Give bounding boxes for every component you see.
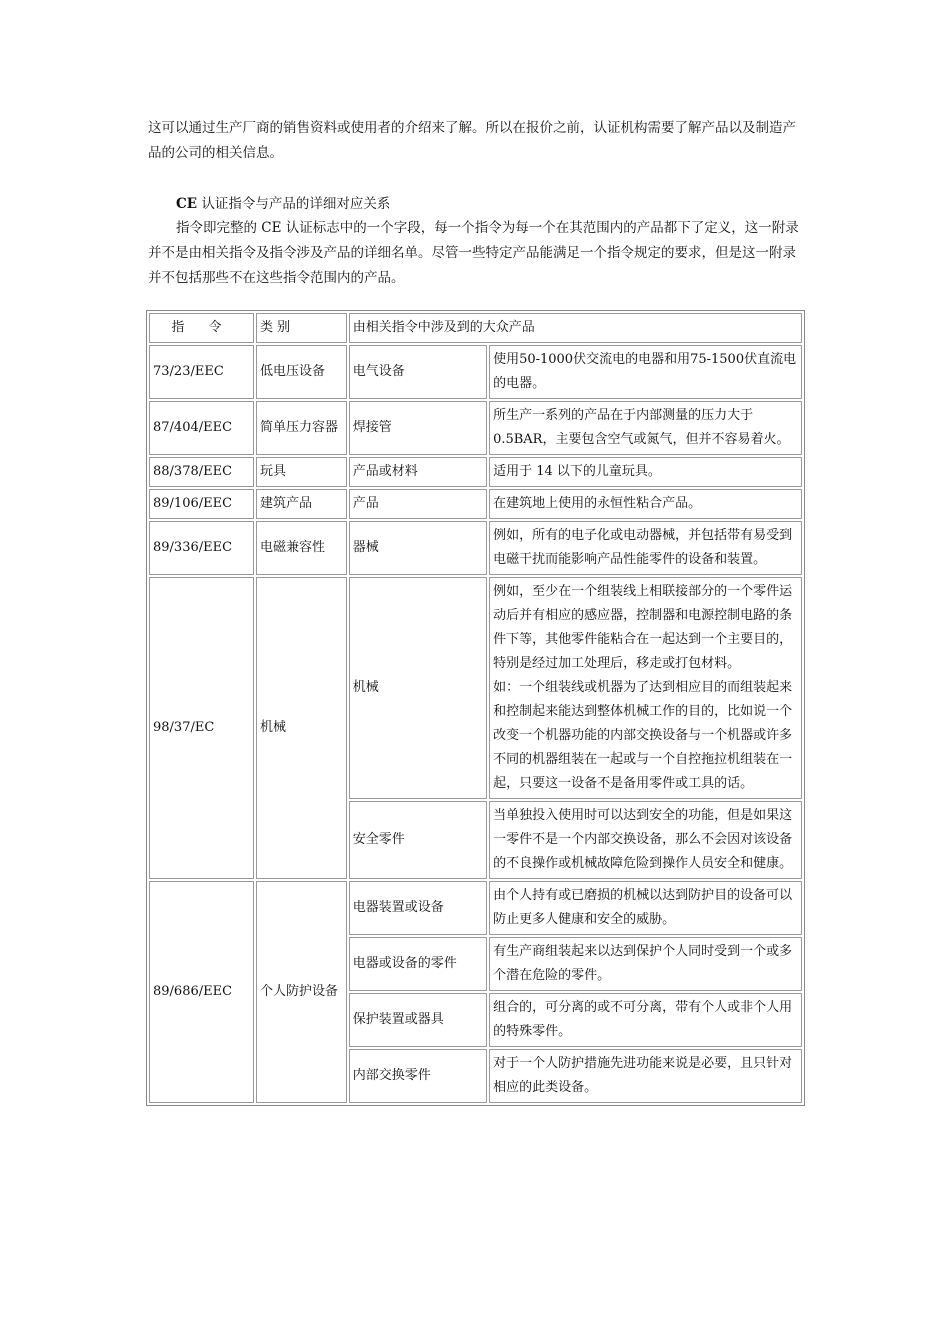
cell-category: 电磁兼容性 bbox=[256, 521, 347, 575]
cell-product: 内部交换零件 bbox=[349, 1049, 487, 1103]
directive-table bbox=[146, 310, 805, 1106]
cell-category: 低电压设备 bbox=[256, 345, 347, 399]
cell-directive: 89/106/EEC bbox=[149, 489, 254, 519]
cell-category: 建筑产品 bbox=[256, 489, 347, 519]
cell-description: 在建筑地上使用的永恒性粘合产品。 bbox=[489, 489, 802, 519]
cell-directive: 98/37/EC bbox=[149, 577, 254, 879]
description-paragraph: 例如，至少在一个组装线上相联接部分的一个零件运动后并有相应的感应器，控制器和电源控制电路的条件下等，其他零件能粘合在一起达到一个主要目的，特别是经过加工处理后，移走或打包材料。 bbox=[493, 584, 793, 671]
cell-description: 使用50-1000伏交流电的电器和用75-1500伏直流电的电器。 bbox=[489, 345, 802, 399]
table-header-row bbox=[149, 313, 802, 343]
cell-directive: 89/336/EEC bbox=[149, 521, 254, 575]
table-row bbox=[149, 401, 802, 455]
cell-directive: 89/686/EEC bbox=[149, 881, 254, 1103]
cell-description: 例如，所有的电子化或电动器械，并包括带有易受到电磁干扰而能影响产品性能零件的设备和装置。 bbox=[489, 521, 802, 575]
table-row bbox=[149, 457, 802, 487]
header-category: 类 别 bbox=[256, 313, 347, 343]
cell-category: 机械 bbox=[256, 577, 347, 879]
intro-paragraph: 这可以通过生产厂商的销售资料或使用者的介绍来了解。所以在报价之前，认证机构需要了解产品以及制造产品的公司的相关信息。 bbox=[148, 120, 796, 161]
cell-description: 适用于 14 以下的儿童玩具。 bbox=[489, 457, 802, 487]
cell-product: 机械 bbox=[349, 577, 487, 799]
heading-text: 认证指令与产品的详细对应关系 bbox=[197, 196, 391, 212]
cell-category: 简单压力容器 bbox=[256, 401, 347, 455]
cell-description: 对于一个人防护措施先进功能来说是必要，且只针对相应的此类设备。 bbox=[489, 1049, 802, 1103]
cell-product: 器械 bbox=[349, 521, 487, 575]
cell-description: 组合的，可分离的或不可分离，带有个人或非个人用的特殊零件。 bbox=[489, 993, 802, 1047]
table-row bbox=[149, 881, 802, 935]
section-paragraph: 指令即完整的 CE 认证标志中的一个字段，每一个指令为每一个在其范围内的产品都下了定义，这一附录并不是由相关指令及指令涉及产品的详细名单。尽管一些特定产品能满足一个指令规定的要求，但是这一附录并不包括那些不在这些指令范围内的产品。 bbox=[148, 220, 799, 286]
cell-description: 所生产一系列的产品在于内部测量的压力大于0.5BAR，主要包含空气或氮气，但并不容易着火。 bbox=[489, 401, 802, 455]
cell-product: 电气设备 bbox=[349, 345, 487, 399]
cell-directive: 73/23/EEC bbox=[149, 345, 254, 399]
cell-product: 电器装置或设备 bbox=[349, 881, 487, 935]
cell-description: 由个人持有或已磨损的机械以达到防护目的设备可以防止更多人健康和安全的威胁。 bbox=[489, 881, 802, 935]
cell-product: 安全零件 bbox=[349, 801, 487, 879]
cell-category: 个人防护设备 bbox=[256, 881, 347, 1103]
cell-category: 玩具 bbox=[256, 457, 347, 487]
cell-product: 产品或材料 bbox=[349, 457, 487, 487]
section-heading bbox=[148, 192, 804, 217]
cell-description: 当单独投入使用时可以达到安全的功能，但是如果这一零件不是一个内部交换设备，那么不会因对该设备的不良操作或机械故障危险到操作人员安全和健康。 bbox=[489, 801, 802, 879]
cell-product: 焊接管 bbox=[349, 401, 487, 455]
table-row bbox=[149, 489, 802, 519]
table-row bbox=[149, 345, 802, 399]
cell-directive: 88/378/EEC bbox=[149, 457, 254, 487]
cell-description bbox=[489, 577, 802, 799]
header-directive: 指 令 bbox=[149, 313, 254, 343]
description-example: 如：一个组装线或机器为了达到相应目的而组装起来和控制起来能达到整体机械工作的目的，比如说一个改变一个机器功能的内部交换设备与一个机器或许多不同的机器组装在一起或与一个自控拖拉机组装在一起，只要这一设备不是备用零件或工具的话。 bbox=[493, 680, 793, 791]
cell-directive: 87/404/EEC bbox=[149, 401, 254, 455]
header-products: 由相关指令中涉及到的大众产品 bbox=[349, 313, 802, 343]
heading-ce-lead: CE bbox=[176, 196, 198, 212]
cell-product: 电器或设备的零件 bbox=[349, 937, 487, 991]
table-row bbox=[149, 521, 802, 575]
table-row bbox=[149, 577, 802, 799]
cell-product: 产品 bbox=[349, 489, 487, 519]
cell-product: 保护装置或器具 bbox=[349, 993, 487, 1047]
cell-description: 有生产商组装起来以达到保护个人同时受到一个或多个潜在危险的零件。 bbox=[489, 937, 802, 991]
